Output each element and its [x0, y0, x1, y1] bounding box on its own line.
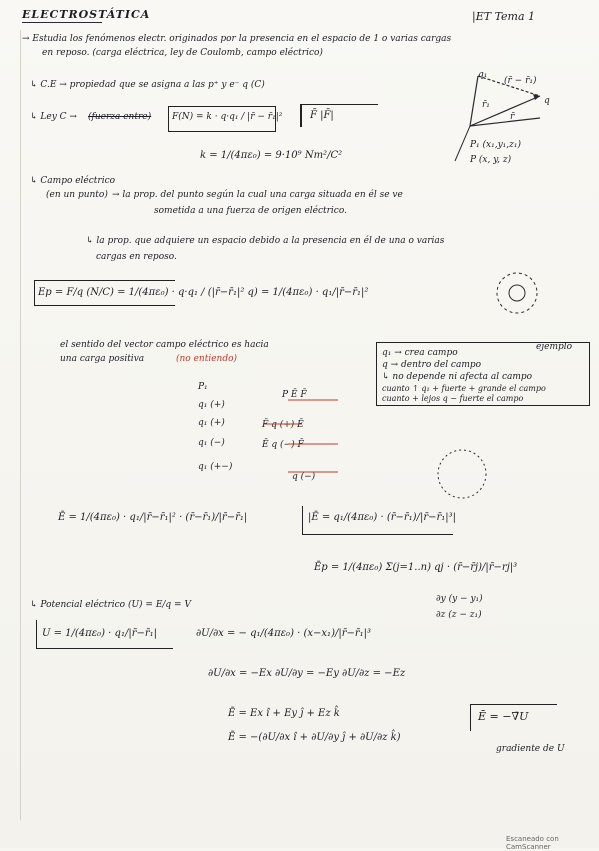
- charge-row-2-label: q₁ (+): [198, 400, 225, 410]
- ejemplo-title: ejemplo: [536, 342, 573, 352]
- vector-E-1: Ē = 1/(4πε₀) · q₁/|r̄−r̄₁|² · (r̄−r̄₁)/|r̄−r̄₁|: [58, 512, 248, 523]
- charge-field-sketch: [492, 268, 542, 318]
- ejemplo-item-1: q₁ → crea campo: [382, 348, 458, 358]
- campo-def1a: → la prop. del punto según la cual una carga situada en él se ve: [112, 190, 403, 200]
- sentido-line-1: el sentido del vector campo eléctrico es hacia: [60, 340, 269, 350]
- charge-row-1-label: P₁: [198, 382, 208, 392]
- charge-row-1-diagram: P Ē F̄: [282, 390, 307, 400]
- title-underline: [22, 22, 102, 23]
- campo-sub: (en un punto): [46, 190, 108, 200]
- charge-row-4-label: q₁ (−): [198, 438, 225, 448]
- E-components: Ē = Ex î + Ey ĵ + Ez k̂: [228, 708, 340, 719]
- campo-formula: Ep = F/q (N/C) = 1/(4πε₀) · q·q₁ / (|r̄−r̄₁|² q) = 1/(4πε₀) · q₁/|r̄−r̄₁|²: [38, 287, 369, 298]
- margin-line: [20, 30, 21, 820]
- campo-title: ↳ Campo eléctrico: [30, 176, 116, 186]
- coulomb-struck: (fuerza entre): [88, 112, 152, 122]
- k-formula: k = 1/(4πε₀) = 9·10⁹ Nm²/C²: [200, 150, 343, 161]
- potencial-dz: ∂z (z − z₁): [436, 610, 482, 620]
- topic-tag: |ET Tema 1: [472, 10, 536, 23]
- diagram-p: P (x, y, z): [470, 155, 512, 165]
- potencial-U: U = 1/(4πε₀) · q₁/|r̄−r̄₁|: [42, 628, 158, 639]
- coulomb-label: ↳ Ley C →: [30, 112, 77, 122]
- E-gradient-expansion: Ē = −(∂U/∂x î + ∂U/∂y ĵ + ∂U/∂z k̂): [228, 732, 401, 743]
- intro-line-1: → Estudia los fenómenos electr. originados por la presencia en el espacio de 1 o varias cargas: [22, 34, 452, 44]
- gradient-label: gradiente de U: [496, 744, 565, 754]
- campo-def2a: ↳ la prop. que adquiere un espacio debido a la presencia en él de una o varias: [86, 236, 445, 246]
- diagram-q: q: [544, 96, 550, 106]
- scanner-watermark: Escaneado con CamScanner: [506, 835, 559, 851]
- potencial-dy: ∂y (y − y₁): [436, 594, 483, 604]
- campo-def1b: sometida a una fuerza de origen eléctrico.: [154, 206, 347, 216]
- charge-row-4-diagram: Ē q (−) F̄: [262, 440, 304, 450]
- potencial-partials: ∂U/∂x = −Ex ∂U/∂y = −Ey ∂U/∂z = −Ez: [208, 668, 406, 679]
- field-lines-sketch: [434, 446, 490, 502]
- potencial-dUdx: ∂U/∂x = − q₁/(4πε₀) · (x−x₁)/|r̄−r̄₁|³: [196, 628, 372, 639]
- vector-Ep: Ēp = 1/(4πε₀) Σ(j=1..n) qj · (r̄−r̄j)/|r̄−rj|³: [314, 562, 518, 573]
- vector-E-2: |Ē = q₁/(4πε₀) · (r̄−r̄₁)/|r̄−r̄₁|³|: [308, 512, 457, 523]
- intro-line-2: en reposo. (carga eléctrica, ley de Coulomb, campo eléctrico): [42, 48, 323, 58]
- diagram-r: r̄: [510, 112, 515, 122]
- E-result: Ē = −∇̄U: [478, 710, 529, 723]
- ejemplo-item-3: ↳ no depende ni afecta al campo: [382, 372, 533, 382]
- potencial-title: ↳ Potencial eléctrico (U) = E/q = V: [30, 600, 191, 610]
- diagram-r1: r̄₁: [482, 100, 490, 110]
- diagram-p1: P₁ (x₁,y₁,z₁): [470, 140, 521, 150]
- force-vector: F̄ |F̄|: [310, 110, 334, 121]
- sentido-line-2: una carga positiva: [60, 354, 145, 364]
- charge-row-3-diagram: F̄ q (+) Ē: [262, 420, 304, 430]
- charge-arrows: [258, 396, 358, 496]
- charge-row-3-label: q₁ (+): [198, 418, 225, 428]
- campo-def2b: cargas en reposo.: [96, 252, 177, 262]
- diagram-q1: q₁: [478, 70, 488, 80]
- charge-row-5-diagram: q (−): [292, 472, 316, 482]
- carga-line: ↳ C.E → propiedad que se asigna a las p⁺ y e⁻ q (C): [30, 80, 265, 90]
- ejemplo-item-5: cuanto + lejos q − fuerte el campo: [382, 394, 524, 403]
- diagram-rdiff: (r̄ − r̄₁): [504, 76, 537, 86]
- coulomb-formula: F(N) = k · q·q₁ / |r̄ − r̄₁|²: [172, 112, 283, 122]
- charge-row-5-label: q₁ (+−): [198, 462, 233, 472]
- ejemplo-item-4: cuanto ↑ q₁ + fuerte + grande el campo: [382, 384, 546, 393]
- page-title: ELECTROSTÁTICA: [22, 8, 151, 21]
- sentido-note: (no entiendo): [176, 354, 238, 364]
- ejemplo-item-2: q → dentro del campo: [382, 360, 482, 370]
